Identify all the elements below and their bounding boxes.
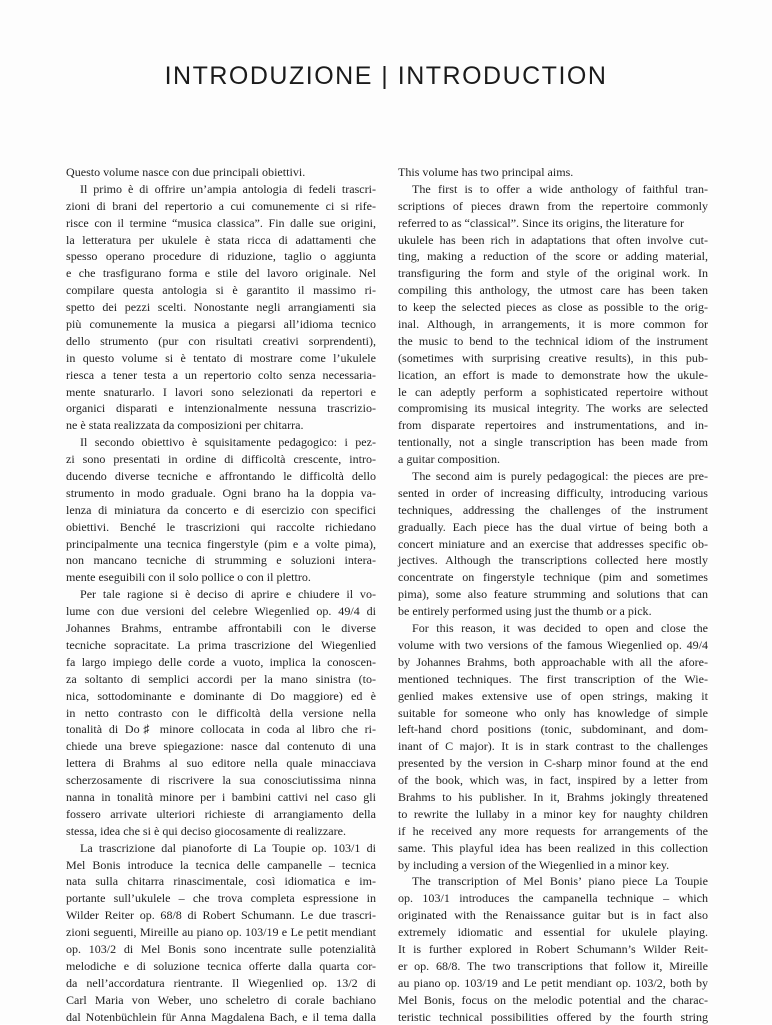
- english-text-line: concentrate on fingerstyle technique (pim and sometimes: [398, 570, 708, 585]
- italian-text-line: tecniche sopracitate. La prima trascrizione del Wiegenlied: [66, 637, 376, 652]
- english-text-line: left-hand chord positions (tonic, subdominant, and dom-: [398, 722, 708, 737]
- italian-text-line: lettera di Brahms al suo editore nella quale minacciava: [66, 756, 376, 771]
- italian-text-line: principalmente una tecnica fingerstyle (pim e a volte pima),: [66, 536, 376, 551]
- english-text-line: The first is to offer a wide anthology of faithful tran-: [412, 181, 708, 196]
- english-text-line: inant of C major). It is in stark contrast to the challenges: [398, 739, 708, 754]
- italian-text-line: ne è stata realizzata da composizioni per chitarra.: [66, 418, 304, 433]
- italian-text-line: fossero arrivate ulteriori richieste di arrangiamento della: [66, 806, 376, 821]
- english-text-line: from disparate repertoires and instrumentations, and in-: [398, 418, 708, 433]
- italian-text-line: dello strumento (pur con risultati creativi sorprendenti),: [66, 333, 376, 348]
- italian-text-line: Per tale ragione si è deciso di aprire e chiudere il vo-: [80, 587, 376, 602]
- english-text-line: ukulele has been rich in adaptations that often involve cut-: [398, 232, 708, 247]
- english-text-line: same. This playful idea has been realized in this collection: [398, 840, 708, 855]
- english-text-line: to rewrite the lullaby in a minor key for naughty children: [398, 806, 708, 821]
- italian-text-line: ducendo diverse tecniche e affrontando le difficoltà dello: [66, 469, 376, 484]
- italian-text-line: Johannes Brahms, entrambe affrontabili con le diverse: [66, 621, 376, 636]
- italian-text-line: mente eseguibili con il solo pollice o con il plettro.: [66, 570, 311, 585]
- english-text-line: by Johannes Brahms, both approachable with all the afore-: [398, 654, 708, 669]
- italian-text-line: chiede una breve spiegazione: nasce dal contenuto di una: [66, 739, 376, 754]
- english-text-line: The transcription of Mel Bonis’ piano piece La Toupie: [412, 874, 708, 889]
- english-text-line: sented in order of increasing difficulty, introducing various: [398, 485, 708, 500]
- english-text-line: er op. 68/8. The two transcriptions that follow it, Mireille: [398, 958, 708, 973]
- english-text-line: gradually. Each piece has the dual virtue of being both a: [398, 519, 708, 534]
- italian-text-line: in netto contrasto con le difficoltà della versione nella: [66, 705, 376, 720]
- english-text-line: compiling this anthology, the utmost care has been taken: [398, 283, 708, 298]
- italian-text-line: lume con due versioni del celebre Wiegenlied op. 49/4 di: [66, 604, 376, 619]
- english-text-line: presented by the version in C-sharp minor found at the end: [398, 756, 708, 771]
- italian-text-line: in questo volume si è tentato di mostrare come l’ukulele: [66, 350, 376, 365]
- italian-text-line: scherzosamente di riscrivere la sua conosciutissima ninna: [66, 773, 376, 788]
- english-text-line: Mel Bonis, focus on the melodic potential and the charac-: [398, 992, 708, 1007]
- english-text-line: referred to as “classical”. Since its origins, the literature for: [398, 215, 684, 230]
- english-text-line: of the book, which was, in fact, inspired by a letter from: [398, 773, 708, 788]
- italian-text-line: melodiche e di soluzione tecnica offerte dalla quarta cor-: [66, 958, 376, 973]
- italian-text-line: Questo volume nasce con due principali obiettivi.: [66, 165, 306, 179]
- italian-text-line: La trascrizione dal pianoforte di La Toupie op. 103/1 di: [80, 840, 376, 855]
- english-text-line: genlied makes extensive use of open strings, making it: [398, 688, 708, 703]
- english-text-line: to keep the selected pieces as close as possible to the orig-: [398, 300, 708, 315]
- english-text-line: if he received any more requests for arrangements of the: [398, 823, 708, 838]
- italian-text-line: lenza di miniatura da concerto e di esercizio con specifici: [66, 502, 376, 517]
- english-text-line: (sometimes with surprising creative results), in this pub-: [398, 350, 708, 365]
- english-text-line: le can adeptly perform a sophisticated repertoire without: [398, 384, 708, 399]
- english-text-line: by including a version of the Wiegenlied in a minor key.: [398, 857, 670, 872]
- italian-text-line: tonalità di Do♯ minore collocata in coda al libro che ri-: [66, 722, 376, 737]
- english-text-line: compromising its musical integrity. The works are selected: [398, 401, 708, 416]
- italian-text-line: riesca a tener testa a un repertorio colto senza necessaria-: [66, 367, 376, 382]
- english-text-line: op. 103/1 introduces the campanella technique – which: [398, 891, 708, 906]
- english-text-line: jectives. Although the transcriptions collected here mostly: [398, 553, 708, 568]
- italian-text-line: portante sull’ukulele – che trova completa espressione in: [66, 891, 376, 906]
- english-text-line: volume with two versions of the famous Wiegenlied op. 49/4: [398, 637, 708, 652]
- english-text-line: the music to bend to the technical idiom of the instrument: [398, 333, 708, 348]
- english-text-line: It is further explored in Robert Schumann’s Wilder Reit-: [398, 941, 708, 956]
- italian-text-line: stessa, idea che si è qui deciso giocosamente di realizzare.: [66, 823, 346, 838]
- italian-text-line: Carl Maria von Weber, uno scheletro di corale bachiano: [66, 992, 376, 1007]
- english-text-line: scriptions of pieces drawn from the repertoire commonly: [398, 198, 708, 213]
- english-text-line: teristic technical possibilities offered by the fourth string: [398, 1009, 708, 1024]
- english-text-line: pima), some also feature strumming and solutions that can: [398, 587, 708, 602]
- italian-text-line: più comunemente la musica a piegarsi all’idioma tecnico: [66, 317, 376, 332]
- english-text-line: Brahms to his publisher. In it, Brahms jokingly threatened: [398, 789, 708, 804]
- english-text-line: concert miniature and an exercise that addresses specific ob-: [398, 536, 708, 551]
- italian-text-line: spetto dei pezzi scelti. Nonostante negli arrangiamenti sia: [66, 300, 376, 315]
- italian-text-line: Il secondo obiettivo è squisitamente pedagogico: i pez-: [80, 435, 376, 450]
- italian-text-line: da nell’accordatura rientrante. Il Wiegenlied op. 13/2 di: [66, 975, 376, 990]
- italian-text-line: organici disparati e intenzionalmente nessuna trascrizio-: [66, 401, 376, 416]
- english-text-line: techniques, addressing the challenges of the instrument: [398, 502, 708, 517]
- italian-text-line: dal Notenbüchlein für Anna Magdalena Bach, e il tema dalla: [66, 1009, 376, 1024]
- english-text-line: transfiguring the form and style of the original work. In: [398, 266, 708, 281]
- italian-column: [66, 164, 376, 1025]
- english-text-line: originated with the Renaissance guitar but is in fact also: [398, 908, 708, 923]
- italian-text-line: nata sulla chitarra rinascimentale, così idiomatica e im-: [66, 874, 376, 889]
- english-text-line: be entirely performed using just the thumb or a pick.: [398, 604, 652, 619]
- english-text-line: au piano op. 103/19 and Le petit mendiant op. 103/2, both by: [398, 975, 708, 990]
- italian-text-line: zioni seguenti, Mireille au piano op. 103/19 e Le petit mendiant: [66, 925, 376, 940]
- english-text-line: suitable for someone who only has knowledge of simple: [398, 705, 708, 720]
- english-text-line: extremely idiomatic and essential for ukulele playing.: [398, 925, 708, 940]
- italian-text-line: op. 103/2 di Mel Bonis sono incentrate sulle potenzialità: [66, 941, 376, 956]
- english-text-line: tentionally, not a single transcription has been made from: [398, 435, 708, 450]
- italian-text-line: za soltanto di semplici accordi per la mano sinistra (to-: [66, 671, 376, 686]
- english-text-line: mentioned techniques. The first transcription of the Wie-: [398, 671, 708, 686]
- italian-text-line: Wilder Reiter op. 68/8 di Robert Schumann. Le due trascri-: [66, 908, 376, 923]
- italian-text-line: mente snaturarlo. I lavori sono selezionati da repertori e: [66, 384, 376, 399]
- english-text-line: a guitar composition.: [398, 452, 501, 467]
- italian-text-line: non mancano tecniche di strumming e soluzioni intera-: [66, 553, 376, 568]
- italian-text-line: nanna in tonalità minore per i bambini cattivi nel caso gli: [66, 789, 376, 804]
- italian-text-line: strumento in modo graduale. Ogni brano ha la doppia va-: [66, 485, 376, 500]
- italian-text-line: spesso operano procedure di riduzione, taglio o aggiunta: [66, 249, 376, 264]
- italian-text-line: risce con il termine “musica classica”. Fin dalle sue origini,: [66, 215, 376, 230]
- english-text-line: This volume has two principal aims.: [398, 165, 574, 179]
- italian-text-line: Il primo è di offrire un’ampia antologia di fedeli trascri-: [80, 181, 376, 196]
- italian-text-line: obiettivi. Benché le trascrizioni qui raccolte richiedano: [66, 519, 376, 534]
- english-text-line: lication, an effort is made to demonstrate how the ukule-: [398, 367, 708, 382]
- english-text-line: ting, making a reduction of the score or adding material,: [398, 249, 708, 264]
- italian-text-line: nica, sottodominante e dominante di Do maggiore) ed è: [66, 688, 376, 703]
- english-text-line: The second aim is purely pedagogical: the pieces are pre-: [412, 469, 708, 484]
- italian-text-line: Mel Bonis introduce la tecnica delle campanelle – tecnica: [66, 857, 376, 872]
- page-title: INTRODUZIONE | INTRODUCTION: [164, 62, 608, 90]
- italian-text-line: zi sono presentati in ordine di difficoltà crescente, intro-: [66, 452, 376, 467]
- italian-text-line: e che trasfigurano forma e stile del lavoro originale. Nel: [66, 266, 376, 281]
- italian-text-line: fa largo impiego delle corde a vuoto, implica la conoscen-: [66, 654, 376, 669]
- english-column: [398, 164, 708, 1025]
- italian-text-line: zioni di brani del repertorio a cui comunemente ci si rife-: [66, 198, 376, 213]
- english-text-line: inal. Although, in arrangements, it is more common for: [398, 317, 708, 332]
- italian-text-line: la letteratura per ukulele è stata ricca di adattamenti che: [66, 232, 376, 247]
- english-text-line: For this reason, it was decided to open and close the: [412, 621, 708, 636]
- italian-text-line: compilare questa antologia si è garantito il massimo ri-: [66, 283, 376, 298]
